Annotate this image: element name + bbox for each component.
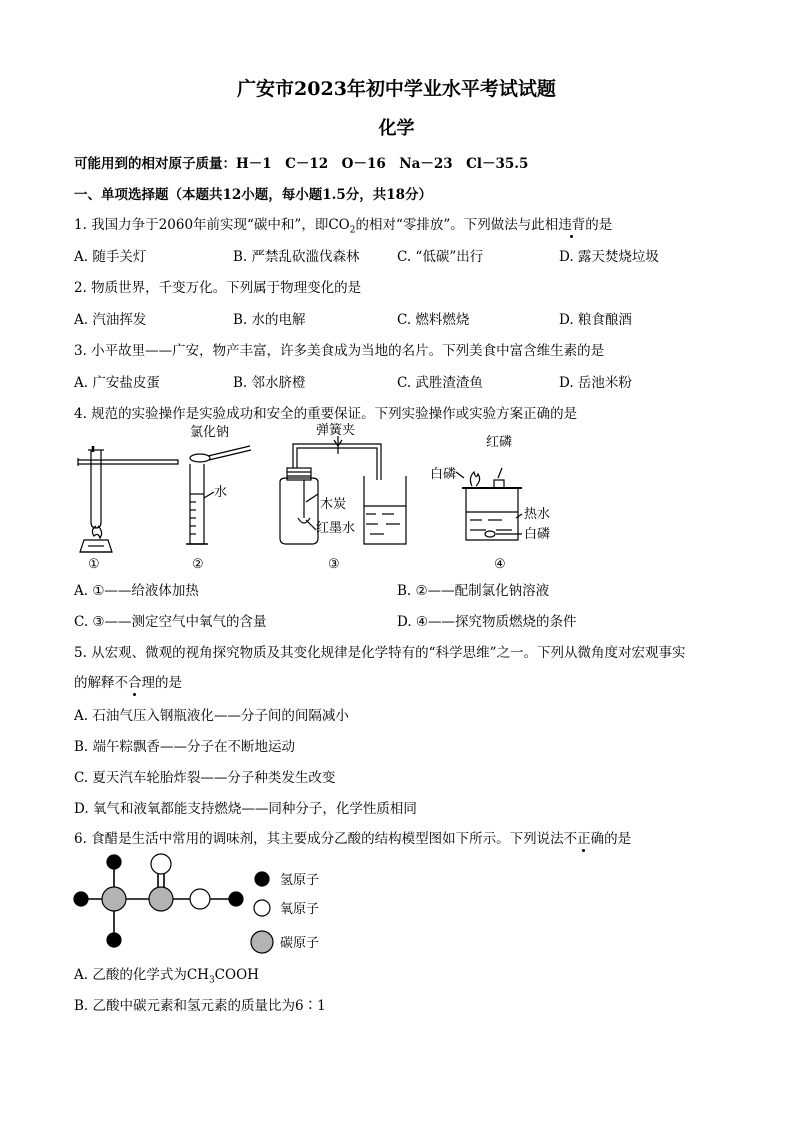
q1-option-d: D. 露天焚烧垃圾 (559, 249, 659, 265)
q4-option-d: D. ④——探究物质燃烧的条件 (397, 614, 577, 630)
carbon-atom (149, 887, 173, 911)
oxygen-atom (190, 889, 210, 909)
hydrogen-atom (107, 933, 121, 947)
emphasis-dots: 不正确 (564, 827, 605, 847)
q3-option-b: B. 邻水脐橙 (233, 375, 306, 391)
label-charcoal: 木炭 (320, 497, 347, 512)
acetic-acid-model (66, 848, 366, 954)
figure-number-4: ④ (494, 557, 506, 572)
q4-option-a: A. ①——给液体加热 (74, 583, 199, 599)
apparatus-1-heating (78, 446, 178, 552)
q5-option-b: B. 端午粽飘香——分子在不断地运动 (74, 739, 296, 755)
label-hot-water: 热水 (524, 507, 551, 522)
legend-hydrogen-marker (255, 872, 269, 886)
q5-option-c: C. 夏天汽车轮胎炸裂——分子种类发生改变 (74, 770, 336, 786)
atomic-masses: 可能用到的相对原子质量：H－1 C－12 O－16 Na－23 Cl－35.5 (74, 156, 529, 172)
legend-hydrogen-label: 氢原子 (280, 873, 320, 888)
legend-oxygen-marker (254, 900, 270, 916)
exam-title: 广安市2023年初中学业水平考试试题 (237, 78, 556, 100)
apparatus-4-combustion (456, 468, 522, 540)
label-red-ink: 红墨水 (316, 521, 356, 536)
q3-option-d: D. 岳池米粉 (559, 375, 632, 391)
label-water: 水 (214, 485, 228, 500)
figure-number-3: ③ (328, 557, 340, 572)
q1-option-b: B. 严禁乱砍滥伐森林 (233, 249, 360, 265)
figure-number-2: ② (192, 557, 204, 572)
question-6-stem: 6. 食醋是生活中常用的调味剂，其主要成分乙酸的结构模型图如下所示。下列说法不正确的是 (74, 827, 631, 847)
label-spring-clip: 弹簧夹 (316, 423, 356, 438)
q4-option-c: C. ③——测定空气中氧气的含量 (74, 614, 267, 630)
section-heading: 一、单项选择题（本题共12小题，每小题1.5分，共18分） (74, 187, 433, 203)
carbon-atom (102, 887, 126, 911)
question-3-stem: 3. 小平故里——广安，物产丰富，许多美食成为当地的名片。下列美食中富含维生素的是 (74, 343, 605, 359)
q6-option-b: B. 乙酸中碳元素和氢元素的质量比为6∶1 (74, 998, 326, 1014)
label-white-phosphorus-top: 白磷 (430, 467, 457, 482)
oxygen-atom (151, 854, 171, 874)
question-2-stem: 2. 物质世界，千变万化。下列属于物理变化的是 (74, 280, 362, 296)
emphasis-dots: 不合理 (115, 671, 156, 691)
hydrogen-atom (107, 855, 121, 869)
emphasis-dots: 违背 (558, 213, 585, 233)
figure-number-1: ① (88, 557, 100, 572)
legend-carbon-marker (251, 931, 273, 953)
label-white-phosphorus-bottom: 白磷 (524, 527, 551, 542)
label-sodium-chloride: 氯化钠 (190, 425, 230, 440)
q2-option-d: D. 粮食酿酒 (559, 312, 632, 328)
legend-carbon-label: 碳原子 (280, 936, 320, 951)
question-1-stem: 1. 我国力争于2060年前实现“碳中和”，即$CO_2$的相对“零排放”。下列做法与此相违背的是 (74, 213, 612, 236)
q6-option-a: A. 乙酸的化学式为$CH_3COOH$ (74, 967, 259, 986)
q5-option-a: A. 石油气压入钢瓶液化——分子间的间隔减小 (74, 708, 349, 724)
q4-option-b: B. ②——配制氯化钠溶液 (397, 583, 550, 599)
q1-option-a: A. 随手关灯 (74, 249, 147, 265)
subject-title: 化学 (378, 118, 415, 139)
legend-oxygen-label: 氧原子 (280, 902, 320, 917)
q3-option-c: C. 武胜渣渣鱼 (397, 375, 483, 391)
q3-option-a: A. 广安盐皮蛋 (74, 375, 160, 391)
question-4-stem: 4. 规范的实验操作是实验成功和安全的重要保证。下列实验操作或实验方案正确的是 (74, 406, 578, 422)
label-red-phosphorus: 红磷 (486, 435, 513, 450)
hydrogen-atom (74, 892, 88, 906)
question-5-stem-line1: 5. 从宏观、微观的视角探究物质及其变化规律是化学特有的“科学思维”之一。下列从微角度对宏观事实 (74, 645, 686, 661)
q5-option-d: D. 氧气和液氧都能支持燃烧——同种分子，化学性质相同 (74, 801, 417, 817)
q2-option-a: A. 汽油挥发 (74, 312, 147, 328)
question-5-stem-line2: 的解释不合理的是 (74, 671, 182, 691)
q1-option-c: C. “低碳”出行 (397, 249, 484, 265)
q2-option-c: C. 燃料燃烧 (397, 312, 470, 328)
q2-option-b: B. 水的电解 (233, 312, 306, 328)
hydrogen-atom (229, 892, 243, 906)
lab-apparatus-figure (66, 422, 551, 572)
